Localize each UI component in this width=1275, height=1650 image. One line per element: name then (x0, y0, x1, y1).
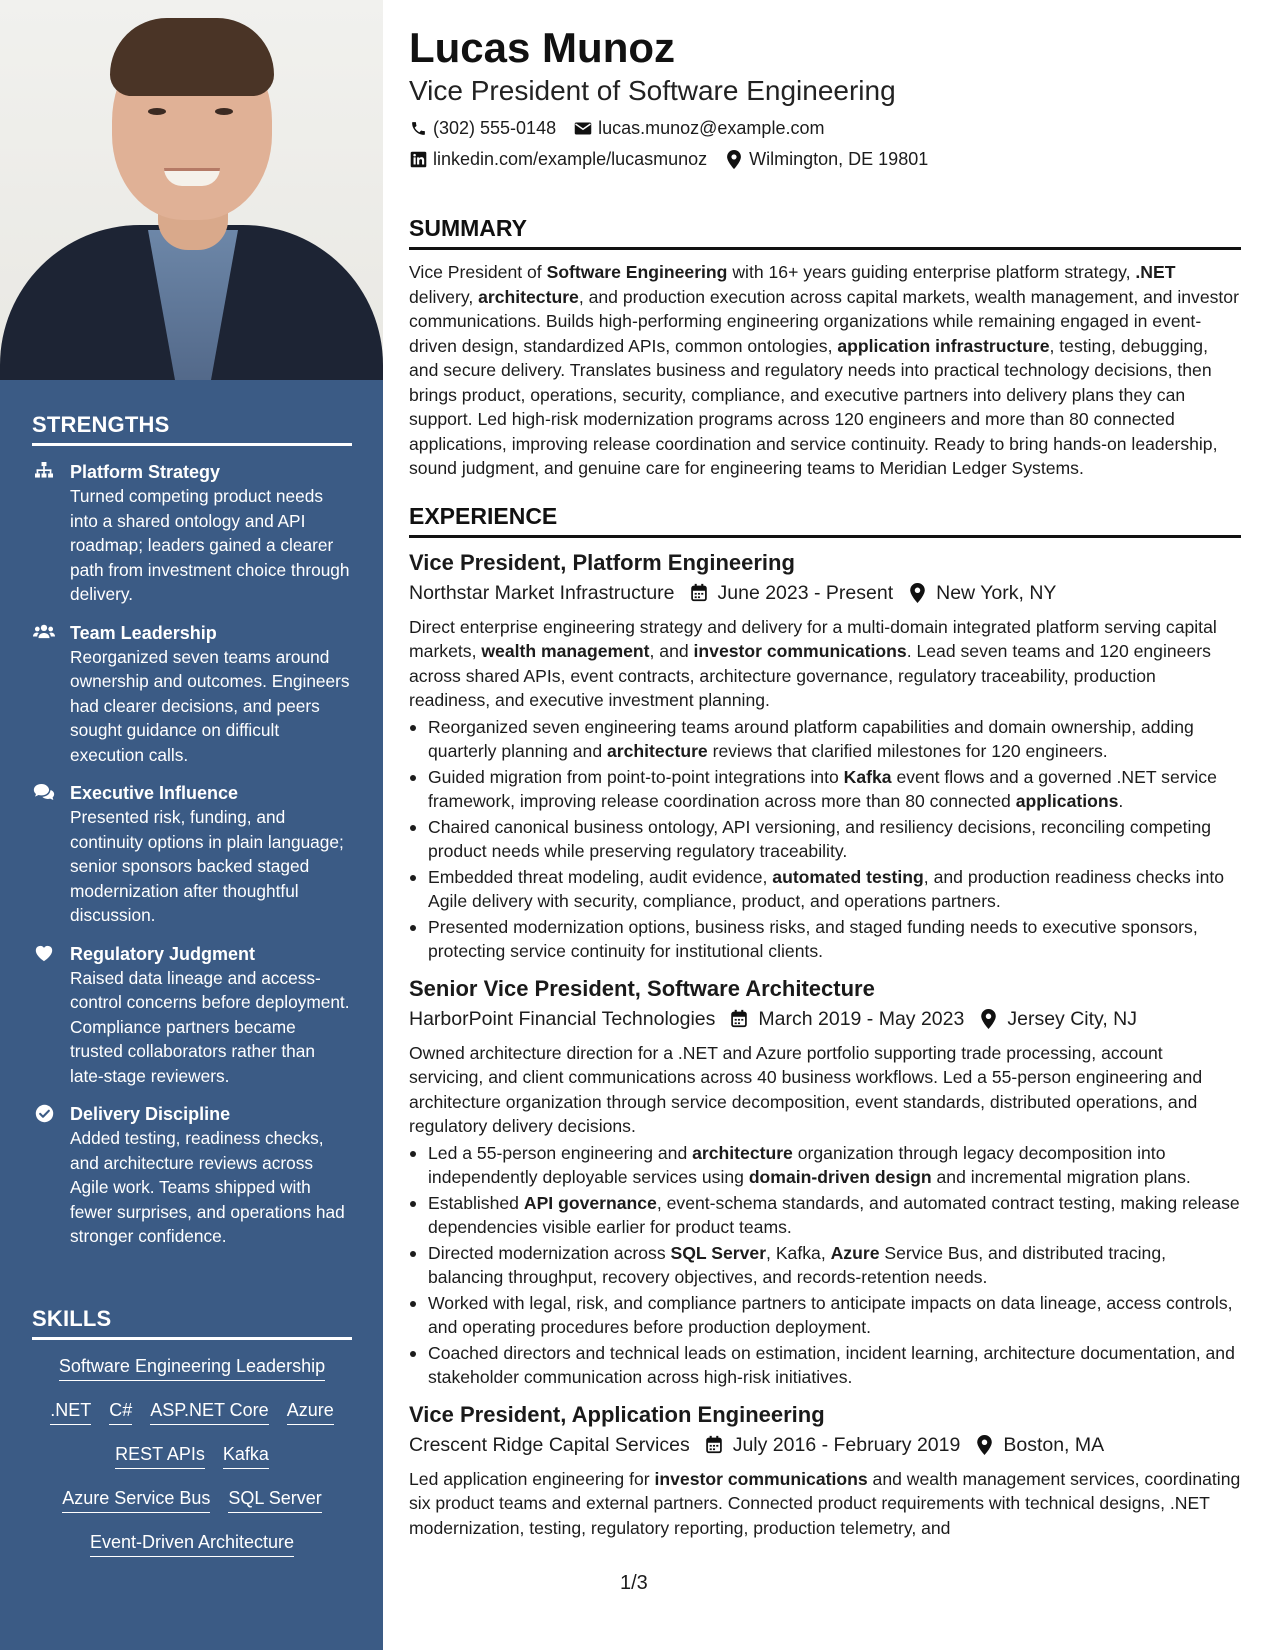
strengths-section (32, 412, 352, 1249)
job-bullets (409, 1141, 1241, 1390)
skill-row (32, 1398, 352, 1425)
job-title: Vice President, Application Engineering (409, 1401, 825, 1427)
candidate-name: Lucas Munoz (409, 24, 676, 71)
job-company: Northstar Market Infrastructure (409, 581, 675, 604)
skill-tag: Event-Driven Architecture (90, 1530, 294, 1557)
calendar-icon (689, 583, 709, 603)
summary-text: Vice President of Software Engineering with 16+ years guiding enterprise platform strategy, .NET delivery, architecture, and production execution across capital markets, wealth management, and investor communications. Builds high-performing engineering organizations while remaining engaged in event-driven design, standardized APIs, common ontologies, application infrastructure, testing, debugging, and secure delivery. Translates business and regulatory needs into practical technology decisions, then brings product, operations, security, compliance, and executive partners into delivery plans they can support. Led high-risk modernization programs across 120 engineers and more than 80 connected applications, improving release coordination and service continuity. Ready to bring hands-on leadership, sound judgment, and genuine care for engineering teams to Meridian Ledger Systems. (409, 262, 1239, 478)
job-dates: March 2019 - May 2023 (758, 1007, 965, 1030)
page-number: 1/3 (620, 1572, 648, 1594)
job-meta (409, 1431, 1241, 1459)
profile-photo (0, 0, 383, 380)
linkedin-icon (409, 150, 427, 168)
linkedin-text[interactable]: linkedin.com/example/lucasmunoz (433, 149, 708, 169)
strength-description: Turned competing product needs into a shared ontology and API roadmap; leaders gained a clearer path from investment choice through delivery. (70, 486, 350, 604)
skill-row (32, 1442, 352, 1469)
job-bullet: Guided migration from point-to-point integrations into Kafka event flows and a governed .NET service framework, improving release coordination across more than 80 connected applications. (409, 765, 1241, 814)
email-text[interactable]: lucas.munoz@example.com (598, 118, 825, 138)
job-bullet: Embedded threat modeling, audit evidence, automated testing, and production readiness checks into Agile delivery with security, compliance, product, and operations partners. (409, 865, 1241, 914)
strength-title: Executive Influence (70, 783, 239, 803)
job-bullet: Led a 55-person engineering and architecture organization through legacy decomposition into independently deployable services using domain-driven design and incremental migration plans. (409, 1141, 1241, 1190)
map-pin-icon (907, 583, 927, 603)
job-bullet: Chaired canonical business ontology, API versioning, and resiliency decisions, reconciling competing product needs while preserving regulatory traceability. (409, 815, 1241, 864)
job-meta (409, 579, 1241, 607)
strength-description: Presented risk, funding, and continuity options in plain language; senior sponsors backed staged modernization after thoughtful discussion. (70, 807, 344, 925)
job-bullet: Established API governance, event-schema standards, and automated contract testing, making release dependencies visible earlier for product teams. (409, 1191, 1241, 1240)
skill-tag: Kafka (223, 1442, 269, 1469)
skill-tag: ASP.NET Core (150, 1398, 268, 1425)
contact-row-1 (409, 116, 1241, 140)
strength-item (32, 621, 352, 768)
job-entry (409, 974, 1241, 1390)
job-title: Vice President, Platform Engineering (409, 549, 795, 575)
strengths-list (32, 460, 352, 1249)
job-location: Jersey City, NJ (1007, 1007, 1138, 1030)
job-bullet: Worked with legal, risk, and compliance partners to anticipate impacts on data lineage, access controls, and operating procedures before production deployment. (409, 1291, 1241, 1340)
skill-row (32, 1354, 352, 1381)
strength-title: Team Leadership (70, 622, 217, 643)
summary-heading: SUMMARY (409, 215, 1241, 250)
map-pin-icon (974, 1435, 994, 1455)
strength-item (32, 1102, 352, 1249)
job-description: Led application engineering for investor communications and wealth management services, coordinating six product teams and external partners. Connected product requirements with technical designs, .NET modernization, testing, regulatory reporting, production telemetry, and (409, 1468, 1241, 1538)
calendar-icon (704, 1435, 724, 1455)
strength-description: Added testing, readiness checks, and architecture reviews across Agile work. Teams shipped with fewer surprises, and operations had stronger confidence. (70, 1128, 345, 1246)
job-meta (409, 1005, 1241, 1033)
sitemap-icon (33, 462, 55, 482)
strength-description: Raised data lineage and access-control concerns before deployment. Compliance partners became trusted collaborators rather than late-stage reviewers. (70, 967, 350, 1086)
users-icon (33, 623, 55, 643)
skill-tag: Software Engineering Leadership (59, 1354, 325, 1381)
candidate-headline: Vice President of Software Engineering (409, 75, 896, 106)
job-entry (409, 1400, 1241, 1541)
linkedin-contact[interactable] (409, 147, 707, 171)
strength-title: Delivery Discipline (70, 1104, 231, 1124)
strength-item (32, 942, 352, 1089)
strength-description: Reorganized seven teams around ownership and outcomes. Engineers had clearer decisions, and peers sought guidance on difficult execution calls. (70, 646, 350, 765)
job-bullet: Directed modernization across SQL Server, Kafka, Azure Service Bus, and distributed tracing, balancing throughput, recovery objectives, and records-retention needs. (409, 1241, 1241, 1290)
skill-row (32, 1486, 352, 1513)
experience-list (409, 548, 1241, 1541)
job-bullets (409, 715, 1241, 964)
email-contact[interactable] (574, 116, 824, 140)
skill-tag: SQL Server (228, 1486, 321, 1513)
skills-heading: SKILLS (32, 1306, 352, 1340)
skill-tag: Azure (287, 1398, 334, 1425)
phone-contact (409, 116, 556, 140)
job-description: Direct enterprise engineering strategy and delivery for a multi-domain integrated platform serving capital markets, wealth management, and investor communications. Lead seven teams and 120 engineers across shared APIs, event contracts, architecture governance, regulatory traceability, production readiness, and executive investment planning. (409, 616, 1217, 710)
job-description: Owned architecture direction for a .NET and Azure portfolio supporting trade processing, account servicing, and client communications across 40 business workflows. Led a 55-person engineering and architecture organization through service decomposition, event standards, distributed operations, and regulatory delivery decisions. (409, 1042, 1203, 1136)
skill-row (32, 1530, 352, 1557)
calendar-icon (729, 1009, 749, 1029)
job-dates: June 2023 - Present (717, 581, 894, 604)
strength-title: Platform Strategy (70, 462, 221, 482)
envelope-icon (574, 119, 592, 137)
job-bullet: Coached directors and technical leads on estimation, incident learning, architecture documentation, and stakeholder communication across high-risk initiatives. (409, 1341, 1241, 1390)
job-title: Senior Vice President, Software Architecture (409, 975, 875, 1001)
strength-title: Regulatory Judgment (70, 943, 256, 964)
skill-tag: Azure Service Bus (62, 1486, 210, 1513)
skill-tag: REST APIs (115, 1442, 205, 1469)
location-contact (725, 147, 928, 171)
sidebar (0, 0, 383, 1650)
map-pin-icon (725, 150, 743, 168)
job-entry (409, 548, 1241, 964)
job-company: HarborPoint Financial Technologies (409, 1007, 716, 1030)
job-company: Crescent Ridge Capital Services (409, 1433, 690, 1456)
strength-item (32, 460, 352, 607)
job-dates: July 2016 - February 2019 (732, 1433, 961, 1456)
strengths-heading: STRENGTHS (32, 412, 352, 446)
skill-tag: C# (109, 1398, 132, 1425)
map-pin-icon (978, 1009, 998, 1029)
job-location: New York, NY (936, 581, 1057, 604)
strength-item (32, 781, 352, 928)
skills-section (32, 1306, 352, 1574)
check-circle-icon (33, 1104, 55, 1124)
phone-text: (302) 555-0148 (433, 118, 557, 138)
job-bullet: Presented modernization options, business risks, and staged funding needs to executive sponsors, protecting service continuity for institutional clients. (409, 915, 1241, 964)
comments-icon (33, 783, 55, 803)
phone-icon (409, 119, 427, 137)
main-content (409, 20, 1241, 1542)
contact-row-2 (409, 147, 1241, 171)
skill-tag: .NET (50, 1398, 91, 1425)
experience-heading: EXPERIENCE (409, 503, 1241, 538)
heart-icon (33, 944, 55, 964)
skills-list (32, 1354, 352, 1557)
job-bullet: Reorganized seven engineering teams around platform capabilities and domain ownership, adding quarterly planning and architecture reviews that clarified milestones for 120 engineers. (409, 715, 1241, 764)
job-location: Boston, MA (1003, 1433, 1105, 1456)
location-text: Wilmington, DE 19801 (749, 149, 929, 169)
